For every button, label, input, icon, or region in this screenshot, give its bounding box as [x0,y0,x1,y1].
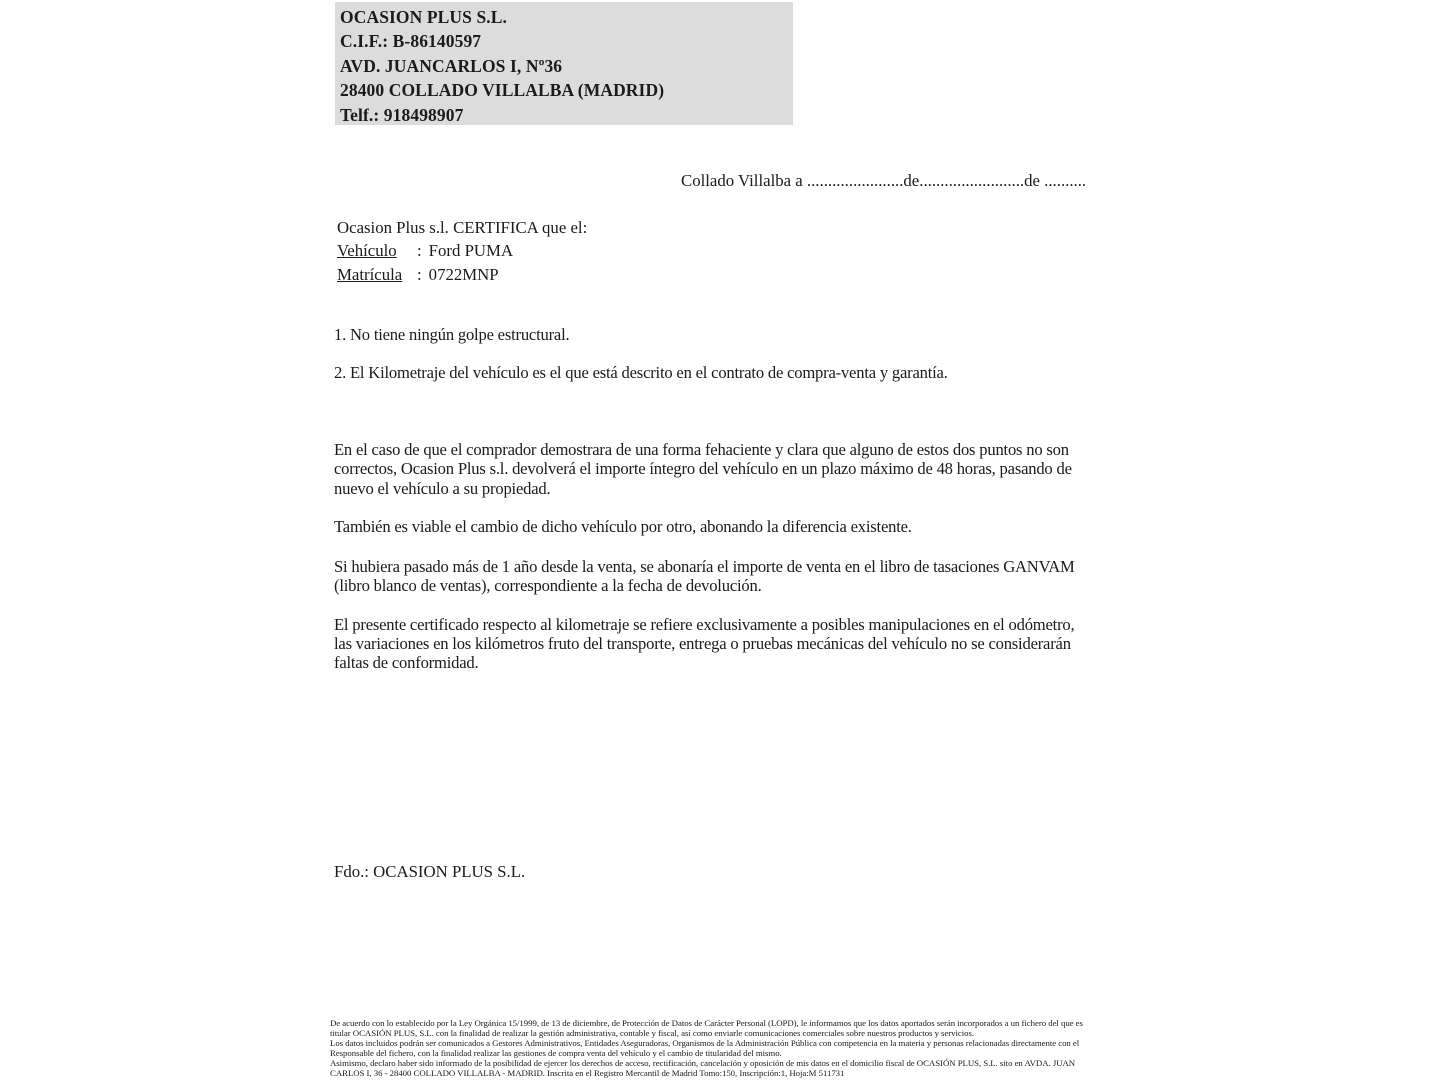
certify-intro: Ocasion Plus s.l. CERTIFICA que el: [337,218,588,237]
certified-point-1: 1. No tiene ningún golpe estructural. [334,325,570,344]
vehicle-value: Ford PUMA [428,241,514,261]
lopd-notice-paragraph: De acuerdo con lo establecido por la Ley Orgánica 15/1999, de 13 de diciembre, de Protección de Datos de Carácter Personal (LOPD), le informamos que los datos aportados serán incorporados a un fichero del que es titular OCASIÓN PLUS, S.L. con la finalidad de realizar la gestión administrativa, contable y fiscal, así como enviarle comunicaciones comerciales sobre nuestros productos y servicios. [330,1018,1083,1038]
data-sharing-paragraph: Los datos incluidos podrán ser comunicados a Gestores Administrativos, Entidades Aseguradoras, Organismos de la Administración Pública con competencia en la materia y personas relacionadas directamente con el Responsable del fichero, con la finalidad realizar las gestiones de compra venta del vehículo y el cambio de titularidad del mismo. [330,1037,1080,1058]
rights-registry-paragraph: Asimismo, declaro haber sido informado de la posibilidad de ejercer los derechos de acceso, rectificación, cancelación y oposición de mis datos en el domicilio fiscal de OCASIÓN PLUS, S.L. sito en AVDA. JUAN CARLOS I, 36 - 28400 COLLADO VILLALBA - MADRID. Inscrita en el Registro Mercantil de Madrid Tomo:150, Inscripción:1, Hoja:M 511731 [330,1057,1076,1078]
exchange-clause-paragraph: También es viable el cambio de dicho vehículo por otro, abonando la diferencia existente. [334,516,912,536]
vehicle-separator: : [417,241,422,261]
refund-clause-paragraph: En el caso de que el comprador demostrara de una forma fehaciente y clara que alguno de estos dos puntos no son correctos, Ocasion Plus s.l. devolverá el importe íntegro del vehículo en un plazo máximo de 48 horas, pasando de nuevo el vehículo a su propiedad. [334,440,1072,498]
certified-points-list [334,325,1099,383]
company-address: AVD. JUANCARLOS I, Nº36 [340,55,563,76]
plate-value: 0722MNP [428,264,499,284]
company-phone: Telf.: 918498907 [340,104,464,125]
plate-label: Matrícula [337,264,403,284]
letterhead-block [335,2,793,125]
company-cif: C.I.F.: B-86140597 [340,31,482,52]
certified-point-2: 2. El Kilometraje del vehículo es el que está descrito en el contrato de compra-venta y garantía. [334,363,948,382]
company-name: OCASION PLUS S.L. [340,7,508,27]
plate-field-row [337,263,587,286]
ganvam-clause-paragraph: Si hubiera pasado más de 1 año desde la venta, se abonaría el importe de venta en el libro de tasaciones GANVAM (libro blanco de ventas), correspondiente a la fecha de devolución. [334,557,1075,596]
legal-footer [330,1019,1102,1078]
terms-paragraphs [334,440,1094,692]
company-city: 28400 COLLADO VILLALBA (MADRID) [340,80,665,101]
vehicle-field-row [337,239,587,262]
plate-separator: : [417,264,422,284]
vehicle-label: Vehículo [337,241,397,261]
certification-block [337,216,587,286]
odometer-clause-paragraph: El presente certificado respecto al kilometraje se refiere exclusivamente a posibles manipulaciones en el odómetro, las variaciones en los kilómetros fruto del transporte, entrega o pruebas mecánicas del vehículo no se considerarán faltas de conformidad. [334,614,1075,673]
signature-line: Fdo.: OCASION PLUS S.L. [334,862,526,881]
date-fill-in-line: Collado Villalba a .......................de.........................de .......... [681,171,1087,190]
